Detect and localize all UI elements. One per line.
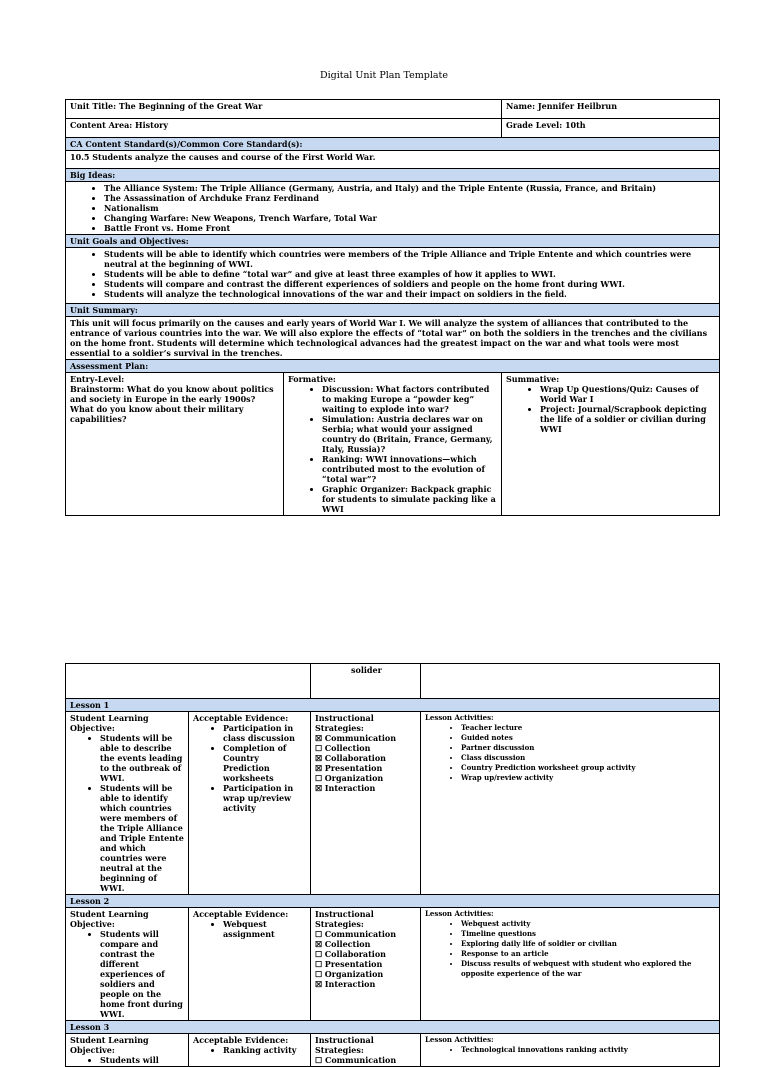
list-item: • Completion of Country Prediction worksheets — [223, 743, 306, 783]
list-item: • Participation in class discussion — [223, 723, 306, 743]
list-item: • Timeline questions — [461, 929, 715, 939]
lesson-1-objectives — [66, 712, 189, 895]
list-item: • Discussion: What factors contributed to making Europe a “powder keg” waiting to explode into war? — [322, 384, 497, 414]
summative-label: Summative: — [506, 374, 560, 384]
list-item: • Webquest activity — [461, 919, 715, 929]
lesson-1-header: Lesson 1 — [66, 699, 720, 712]
list-item: • Ranking activity — [223, 1045, 306, 1055]
activities-label: Lesson Activities: — [425, 1035, 494, 1044]
list-item: • Guided notes — [461, 733, 715, 743]
list-item: • The Alliance System: The Triple Alliance (Germany, Austria, and Italy) and the Triple Entente (Russia, France, and Britain) — [104, 183, 715, 193]
checkbox-icon: ☐ — [315, 949, 323, 959]
strategy-label: Presentation — [324, 763, 383, 773]
checkbox-icon: ☒ — [315, 753, 323, 763]
checkbox-icon: ☐ — [315, 969, 323, 979]
grade-level: Grade Level: 10th — [502, 119, 720, 138]
list-item: • Students will be able to identify which countries were members of the Triple Alliance and Triple Entente and which countries were neutral at the beginning of WWI. — [104, 249, 715, 269]
activities-label: Lesson Activities: — [425, 713, 494, 722]
strategies-label: Instructional Strategies: — [315, 713, 374, 733]
document-title: Digital Unit Plan Template — [320, 70, 448, 81]
checkbox-icon: ☐ — [315, 959, 323, 969]
checkbox-icon: ☐ — [315, 773, 323, 783]
list-item: • Battle Front vs. Home Front — [104, 223, 715, 233]
list-item: • Nationalism — [104, 203, 715, 213]
evidence-label: Acceptable Evidence: — [193, 1035, 289, 1045]
evidence-label: Acceptable Evidence: — [193, 713, 289, 723]
list-item: • Participation in wrap up/review activity — [223, 783, 306, 813]
list-item: • The Assassination of Archduke Franz Ferdinand — [104, 193, 715, 203]
checkbox-icon: ☒ — [315, 763, 323, 773]
lesson-3-objectives — [66, 1034, 189, 1067]
list-item: • Partner discussion — [461, 743, 715, 753]
strategy-label: Organization — [324, 773, 384, 783]
formative-label: Formative: — [288, 374, 336, 384]
activities-label: Lesson Activities: — [425, 909, 494, 918]
continued-entry-cell — [66, 664, 311, 699]
lesson-1-strategies — [311, 712, 421, 895]
strategy-label: Organization — [324, 969, 384, 979]
lesson-2-strategies — [311, 908, 421, 1021]
lesson-2-header: Lesson 2 — [66, 895, 720, 908]
formative-continued: solider — [311, 664, 421, 699]
lesson-3-evidence — [189, 1034, 311, 1067]
unit-plan-table-page2 — [65, 663, 720, 1067]
list-item: • Teacher lecture — [461, 723, 715, 733]
list-item: • Class discussion — [461, 753, 715, 763]
list-item: • Graphic Organizer: Backpack graphic for students to simulate packing like a WWI — [322, 484, 497, 514]
unit-title: Unit Title: The Beginning of the Great War — [66, 100, 502, 119]
lesson-3-header: Lesson 3 — [66, 1021, 720, 1034]
strategy-label: Interaction — [324, 783, 376, 793]
list-item: • Technological innovations ranking activity — [461, 1045, 715, 1055]
lesson-3-activities — [421, 1034, 720, 1067]
list-item: • Changing Warfare: New Weapons, Trench Warfare, Total War — [104, 213, 715, 223]
strategy-label: Communication — [324, 733, 397, 743]
goals-header: Unit Goals and Objectives: — [66, 235, 720, 248]
list-item: • Students will be able to describe the events leading to the outbreak of WWI. — [100, 733, 184, 783]
list-item: • Discuss results of webquest with student who explored the opposite experience of the war — [461, 959, 715, 979]
checkbox-icon: ☒ — [315, 939, 323, 949]
list-item: • Wrap up/review activity — [461, 773, 715, 783]
strategy-label: Collection — [324, 939, 371, 949]
entry-label: Entry-Level: — [70, 374, 125, 384]
list-item: • Project: Journal/Scrapbook depicting the life of a soldier or civilian during WWI — [540, 404, 715, 434]
list-item: • Students will compare and contrast the different experiences of soldiers and people on the home front during WWI. — [104, 279, 715, 289]
big-ideas-cell — [66, 182, 720, 235]
list-item: • Country Prediction worksheet group activity — [461, 763, 715, 773]
list-item: • Students will be able to define “total war” and give at least three examples of how it applies to WWI. — [104, 269, 715, 279]
lesson-2-activities — [421, 908, 720, 1021]
unit-plan-table-page1 — [65, 99, 720, 516]
content-area: Content Area: History — [66, 119, 502, 138]
entry-level-cell — [66, 373, 284, 516]
goals-cell — [66, 248, 720, 304]
list-item: • Students will compare and contrast the different experiences of soldiers and people on the home front during WWI. — [100, 929, 184, 1019]
list-item: • Response to an article — [461, 949, 715, 959]
summary-header: Unit Summary: — [66, 304, 720, 317]
strategy-label: Presentation — [324, 959, 383, 969]
summative-cell — [502, 373, 720, 516]
assessment-header: Assessment Plan: — [66, 360, 720, 373]
formative-cell — [284, 373, 502, 516]
strategies-label: Instructional Strategies: — [315, 1035, 374, 1055]
list-item: • Students will analyze the technological innovations of the war and their impact on soldiers in the field. — [104, 289, 715, 299]
standards-text: 10.5 Students analyze the causes and course of the First World War. — [66, 151, 720, 169]
lesson-2-objectives — [66, 908, 189, 1021]
objective-label: Student Learning Objective: — [70, 909, 149, 929]
strategy-label: Communication — [324, 929, 397, 939]
list-item: • Exploring daily life of soldier or civilian — [461, 939, 715, 949]
strategy-label: Interaction — [324, 979, 376, 989]
list-item: • Ranking: WWI innovations—which contributed most to the evolution of “total war”? — [322, 454, 497, 484]
objective-label: Student Learning Objective: — [70, 713, 149, 733]
checkbox-icon: ☒ — [315, 979, 323, 989]
lesson-1-activities — [421, 712, 720, 895]
big-ideas-header: Big Ideas: — [66, 169, 720, 182]
strategy-label: ☐ Communication — [315, 1055, 397, 1065]
standards-header: CA Content Standard(s)/Common Core Standard(s): — [66, 138, 720, 151]
objective-label: Student Learning Objective: — [70, 1035, 149, 1055]
checkbox-icon: ☒ — [315, 783, 323, 793]
lesson-2-evidence — [189, 908, 311, 1021]
checkbox-icon: ☐ — [315, 743, 323, 753]
lesson-1-evidence — [189, 712, 311, 895]
list-item: • Wrap Up Questions/Quiz: Causes of World War I — [540, 384, 715, 404]
author-name: Name: Jennifer Heilbrun — [502, 100, 720, 119]
strategy-label: Collaboration — [324, 753, 386, 763]
list-item: • Students will be able to identify which countries were members of the Triple Alliance and Triple Entente and which countries were neutral at the beginning of WWI. — [100, 783, 184, 893]
entry-text: Brainstorm: What do you know about politics and society in Europe in the early 1900s? What do you know about their military capabilities? — [70, 384, 274, 424]
checkbox-icon: ☐ — [315, 929, 323, 939]
list-item: • Webquest assignment — [223, 919, 306, 939]
strategy-label: Collaboration — [324, 949, 386, 959]
list-item: • Simulation: Austria declares war on Serbia; what would your assigned country do (Britain, France, Germany, Italy, Russia)? — [322, 414, 497, 454]
strategies-label: Instructional Strategies: — [315, 909, 374, 929]
evidence-label: Acceptable Evidence: — [193, 909, 289, 919]
summary-text: This unit will focus primarily on the causes and early years of World War I. We will analyze the system of alliances that contributed to the entrance of various countries into the war. We will also explore the effects of “total war” on both the soldiers in the trenches and the civilians on the home front. Students will determine which technological advances had the greatest impact on the war and what tools were most essential to a soldier’s survival in the trenches. — [66, 317, 720, 360]
lesson-3-strategies — [311, 1034, 421, 1067]
strategy-label: Collection — [324, 743, 371, 753]
checkbox-icon: ☒ — [315, 733, 323, 743]
list-item: • Students will — [100, 1055, 184, 1065]
continued-summative-cell — [421, 664, 720, 699]
